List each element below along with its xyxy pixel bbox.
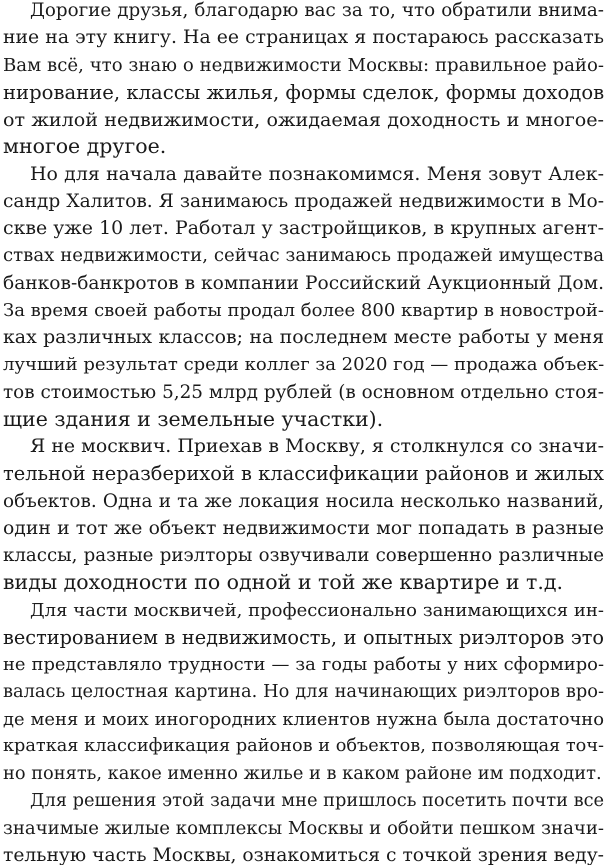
paragraph-4-line-5: де меня и моих иногородних клиентов нужна была достаточно [3,708,604,730]
paragraph-3-line-3: объектов. Одна и та же локация носила несколько названий, [3,490,604,512]
paragraph-3-line-4: один и тот же объект недвижимости мог попадать в разные [3,517,604,539]
paragraph-2-line-5: банков-банкротов в компании Российский Аукционный Дом. [3,272,604,294]
paragraph-1-line-1: Дорогие друзья, благодарю вас за то, что обратили внима- [30,0,604,21]
paragraph-2-line-10: щие здания и земельные участки). [3,406,384,431]
paragraph-2-line-8: лучший результат среди коллег за 2020 год — продажа объек- [3,354,605,376]
paragraph-4-line-4: валась целостная картина. Но для начинающих риэлторов вро- [3,681,604,703]
paragraph-1-line-2: ние на эту книгу. На ее страницах я постараюсь рассказать [3,27,604,49]
paragraph-4-line-3: не представляло трудности — за годы работы у них сформиро- [3,654,604,675]
paragraph-4-line-6: краткая классификация районов и объектов, позволяющая точ- [3,735,604,756]
paragraph-2-line-7: ках различных классов; на последнем месте работы у меня [3,326,604,348]
paragraph-2-line-9: тов стоимостью 5,25 млрд рублей (в основном отдельно стоя- [3,381,604,403]
paragraph-2-line-3: скве уже 10 лет. Работал у застройщиков, в крупных агент- [3,217,604,239]
paragraph-4-line-7: но понять, какое именно жилье и в каком районе им подходит. [3,763,602,784]
paragraph-1-line-6: многое другое. [3,134,167,159]
paragraph-4-line-1: Для части москвичей, профессионально занимающихся ин- [30,599,604,621]
paragraph-2-line-4: ствах недвижимости, сейчас занимаюсь продажей имущества [3,245,604,267]
paragraph-2-line-6: За время своей работы продал более 800 квартир в новострой- [3,299,604,321]
paragraph-2-line-2: сандр Халитов. Я занимаюсь продажей недвижимости в Мо- [3,190,604,212]
paragraph-3-line-6: виды доходности по одной и той же квартире и т.д. [3,570,564,595]
paragraph-1-line-4: нирование, классы жилья, формы сделок, формы доходов [3,80,605,104]
paragraph-5-line-1: Для решения этой задачи мне пришлось посетить почти все [30,790,605,812]
paragraph-3-line-2: тельной неразберихой в классификации районов и жилых [3,462,604,486]
paragraph-1-line-3: Вам всё, что знаю о недвижимости Москвы: правильное райо- [3,54,604,76]
paragraph-1-line-5: от жилой недвижимости, ожидаемая доходность и многое- [3,108,604,131]
paragraph-5-line-2: значимые жилые комплексы Москвы и обойти пешком значи- [3,817,604,839]
paragraph-2-line-1: Но для начала давайте познакомимся. Меня зовут Алек- [30,162,604,185]
paragraph-3-line-1: Я не москвич. Приехав в Москву, я столкнулся со значи- [30,435,604,457]
paragraph-3-line-5: классы, разные риэлторы озвучивали совершенно различные [3,545,604,566]
paragraph-4-line-2: вестированием в недвижимость, и опытных риэлторов это [3,625,604,649]
paragraph-5-line-3: тельную часть Москвы, ознакомиться с точкой зрения веду- [3,844,604,865]
